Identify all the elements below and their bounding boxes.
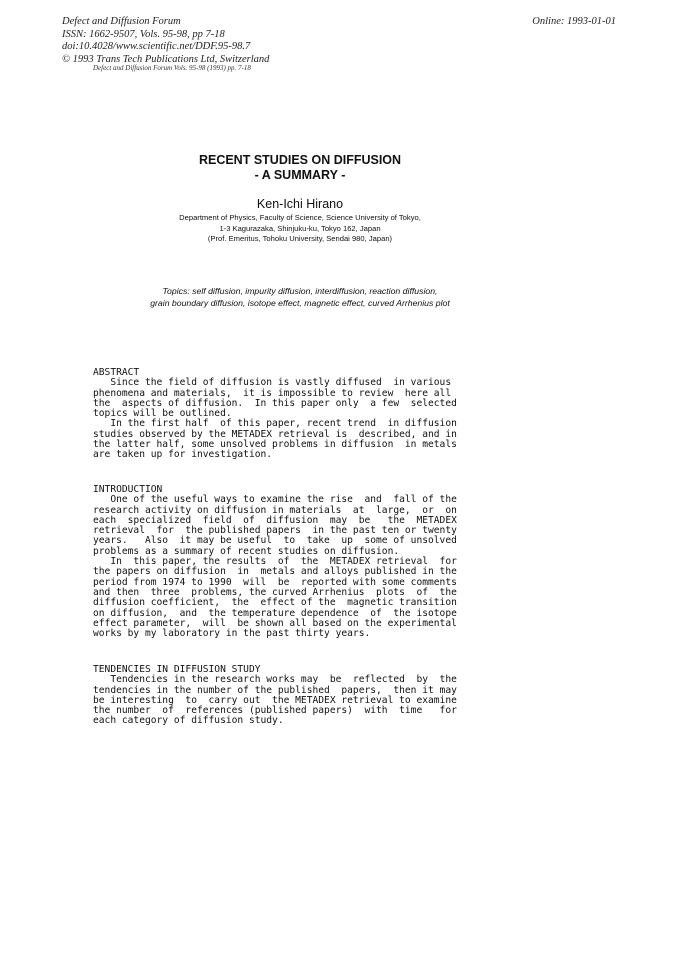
- text-line: the papers on diffusion in metals and alloys published in the: [93, 566, 457, 578]
- affiliation-line-1: Department of Physics, Faculty of Science, Science University of Tokyo,: [179, 213, 421, 222]
- text-line: problems as a summary of recent studies on diffusion.: [93, 545, 400, 557]
- text-line: works by my laboratory in the past thirty years.: [93, 628, 371, 640]
- text-line: effect parameter, will be shown all based on the experimental: [93, 617, 457, 629]
- journal-name: Defect and Diffusion Forum: [62, 16, 181, 27]
- text-line: years. Also it may be useful to take up some of unsolved: [93, 535, 457, 547]
- introduction-text: [93, 495, 503, 639]
- text-line: studies observed by the METADEX retrieval is described, and in: [93, 428, 457, 440]
- author-name: Ken-Ichi Hirano: [256, 197, 344, 211]
- topics-line-2: grain boundary diffusion, isotope effect, magnetic effect, curved Arrhenius plot: [150, 297, 450, 308]
- title-line-2: - A SUMMARY -: [254, 168, 346, 182]
- text-line: phenomena and materials, it is impossible to review here all: [93, 387, 452, 399]
- topics: [0, 286, 600, 309]
- text-line: and then three problems, the curved Arrhenius plots of the: [93, 586, 457, 598]
- abstract-section: [93, 368, 503, 461]
- text-line: In the first half of this paper, recent trend in diffusion: [93, 418, 457, 430]
- text-line: each category of diffusion study.: [93, 715, 284, 727]
- text-line: Tendencies in the research works may be reflected by the: [93, 674, 457, 686]
- affiliation-line-3: (Prof. Emeritus, Tohoku University, Sendai 980, Japan): [207, 234, 393, 244]
- tendencies-text: [93, 675, 503, 726]
- section-heading: INTRODUCTION: [93, 484, 163, 495]
- paper-title: [0, 153, 600, 183]
- online-date: Online: 1993-01-01: [532, 16, 616, 27]
- text-line: the number of references (published papers) with time for: [93, 705, 457, 717]
- section-heading: ABSTRACT: [93, 367, 140, 378]
- text-line: diffusion coefficient, the effect of the magnetic transition: [93, 597, 457, 609]
- introduction-section: [93, 485, 503, 639]
- tendencies-section: [93, 665, 503, 727]
- text-line: topics will be outlined.: [93, 408, 232, 420]
- abstract-text: [93, 378, 503, 460]
- affiliation-line-2: 1-3 Kagurazaka, Shinjuku-ku, Tokyo 162, Japan: [219, 223, 381, 233]
- text-line: the aspects of diffusion. In this paper only a few selected: [93, 397, 457, 409]
- copyright-line: © 1993 Trans Tech Publications Ltd, Switzerland: [62, 53, 270, 65]
- text-line: each specialized field of diffusion may be the METADEX: [93, 514, 457, 526]
- topics-line-1: Topics: self diffusion, impurity diffusion, interdiffusion, reaction diffusion,: [162, 286, 438, 296]
- section-heading: TENDENCIES IN DIFFUSION STUDY: [93, 664, 261, 675]
- journal-reference: Defect and Diffusion Forum Vols. 95-98 (1993) pp. 7-18: [93, 64, 251, 72]
- text-line: be interesting to carry out the METADEX retrieval to examine: [93, 694, 457, 706]
- text-line: are taken up for investigation.: [93, 449, 273, 461]
- author-affiliation: [0, 213, 600, 245]
- text-line: period from 1974 to 1990 will be reported with some comments: [93, 576, 457, 588]
- text-line: In this paper, the results of the METADEX retrieval for: [93, 556, 457, 568]
- doi-line: doi:10.4028/www.scientific.net/DDF.95-98.7: [62, 41, 251, 53]
- issn-line: ISSN: 1662-9507, Vols. 95-98, pp 7-18: [62, 28, 225, 40]
- title-line-1: RECENT STUDIES ON DIFFUSION: [198, 153, 402, 167]
- text-line: retrieval for the published papers in the past ten or twenty: [93, 525, 457, 537]
- text-line: on diffusion, and the temperature dependence of the isotope: [93, 607, 457, 619]
- citation-header: [62, 16, 269, 66]
- text-line: Since the field of diffusion is vastly diffused in various: [93, 377, 452, 389]
- text-line: research activity on diffusion in materials at large, or on: [93, 504, 457, 516]
- text-line: tendencies in the number of the published papers, then it may: [93, 684, 457, 696]
- text-line: One of the useful ways to examine the rise and fall of the: [93, 494, 457, 506]
- text-line: the latter half, some unsolved problems in diffusion in metals: [93, 439, 457, 451]
